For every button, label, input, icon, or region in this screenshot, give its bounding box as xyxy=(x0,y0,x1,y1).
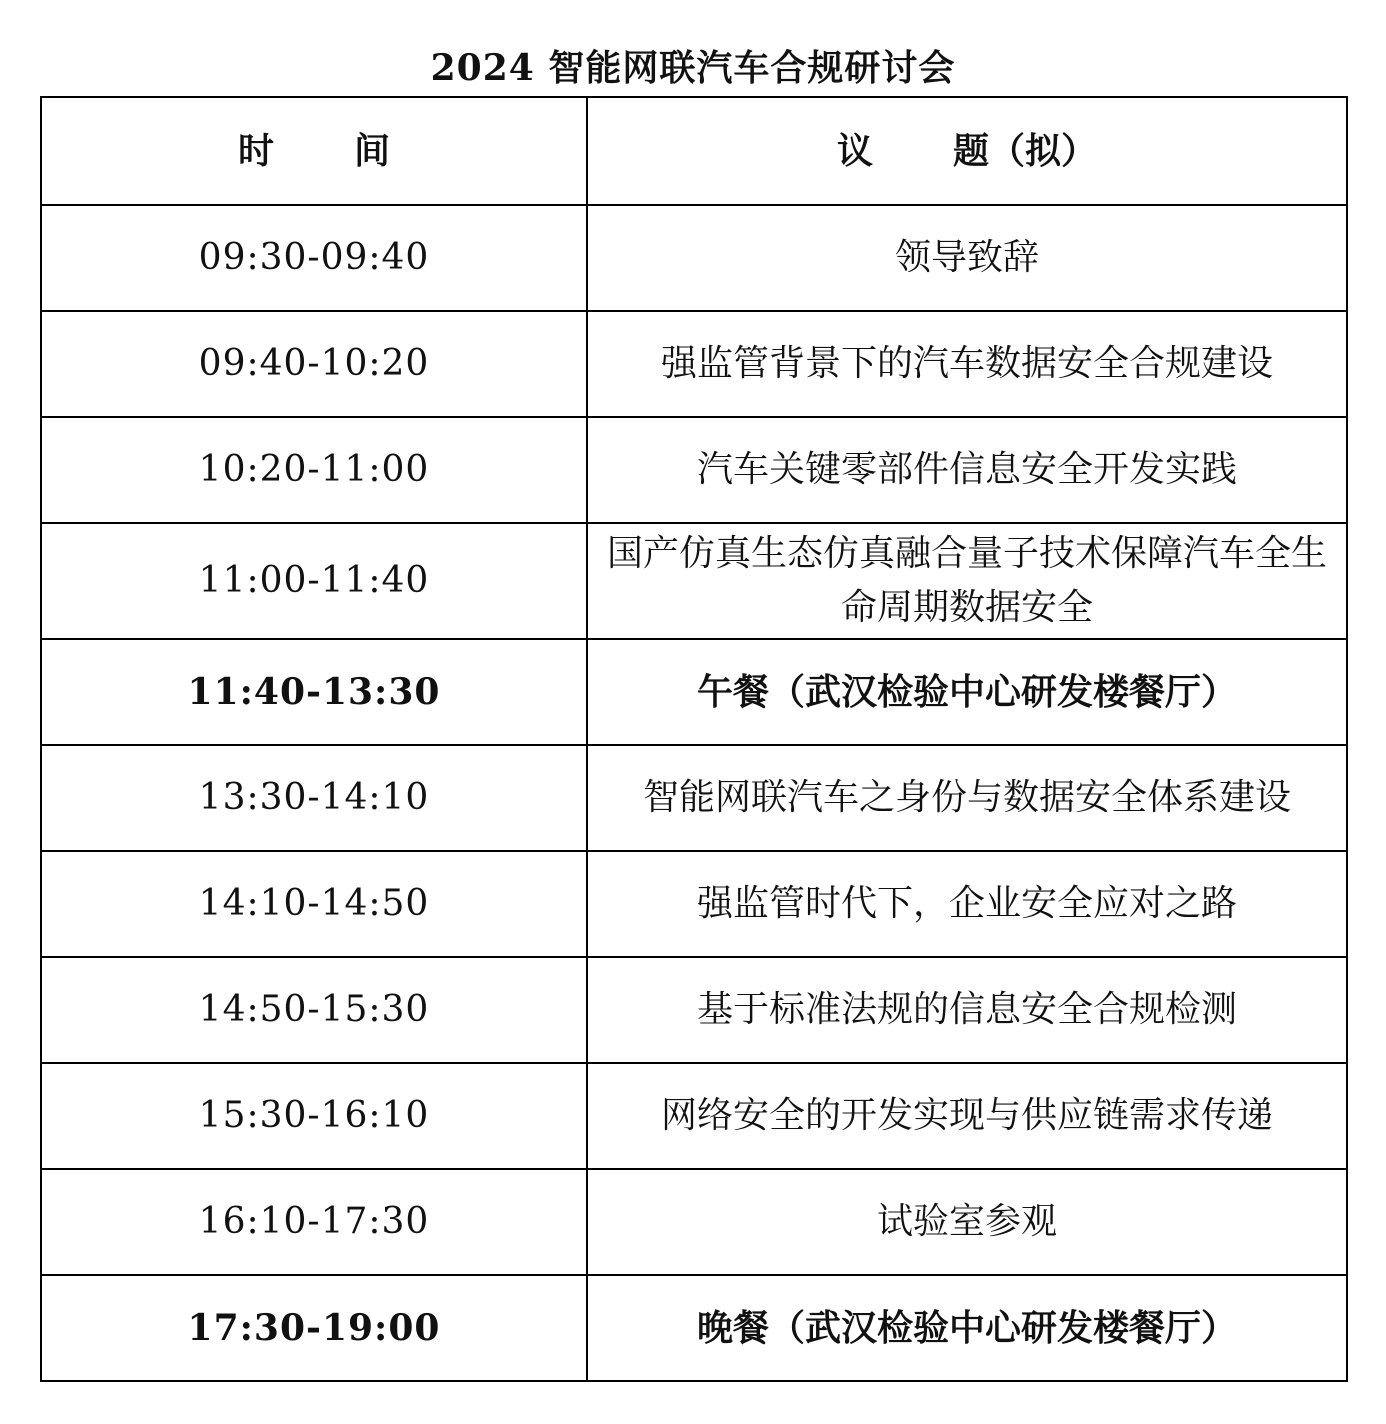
column-header-topic-char-1: 议 xyxy=(836,130,873,172)
table-row xyxy=(41,745,1347,851)
table-row xyxy=(41,1063,1347,1169)
time-cell: 09:30-09:40 xyxy=(41,205,587,311)
topic-cell: 网络安全的开发实现与供应链需求传递 xyxy=(587,1063,1347,1169)
topic-cell: 午餐（武汉检验中心研发楼餐厅） xyxy=(587,639,1347,745)
page-title: 2024 智能网联汽车合规研讨会 xyxy=(430,47,956,89)
topic-cell: 强监管时代下，企业安全应对之路 xyxy=(587,851,1347,957)
table-row xyxy=(41,523,1347,639)
topic-cell: 试验室参观 xyxy=(587,1169,1347,1275)
time-cell: 14:10-14:50 xyxy=(41,851,587,957)
topic-cell: 汽车关键零部件信息安全开发实践 xyxy=(587,417,1347,523)
topic-cell: 晚餐（武汉检验中心研发楼餐厅） xyxy=(587,1275,1347,1381)
time-cell: 11:40-13:30 xyxy=(41,639,587,745)
table-row xyxy=(41,205,1347,311)
table-row xyxy=(41,851,1347,957)
column-header-topic-rest: 题（拟） xyxy=(953,130,1098,172)
table-row xyxy=(41,957,1347,1063)
column-header-time-char-2: 间 xyxy=(354,130,391,172)
time-cell: 09:40-10:20 xyxy=(41,311,587,417)
table-header-row xyxy=(41,97,1347,205)
time-cell: 15:30-16:10 xyxy=(41,1063,587,1169)
time-cell: 14:50-15:30 xyxy=(41,957,587,1063)
time-cell: 17:30-19:00 xyxy=(41,1275,587,1381)
time-cell: 13:30-14:10 xyxy=(41,745,587,851)
topic-cell: 智能网联汽车之身份与数据安全体系建设 xyxy=(587,745,1347,851)
table-row xyxy=(41,1169,1347,1275)
time-cell: 10:20-11:00 xyxy=(41,417,587,523)
table-row-dinner xyxy=(41,1275,1347,1381)
table-row-lunch xyxy=(41,639,1347,745)
time-cell: 11:00-11:40 xyxy=(41,523,587,639)
column-header-time-char-1: 时 xyxy=(237,130,274,172)
topic-cell: 强监管背景下的汽车数据安全合规建设 xyxy=(587,311,1347,417)
column-header-topic xyxy=(587,97,1347,205)
column-header-time xyxy=(41,97,587,205)
agenda-table xyxy=(40,96,1348,1382)
time-cell: 16:10-17:30 xyxy=(41,1169,587,1275)
table-row xyxy=(41,311,1347,417)
topic-cell: 领导致辞 xyxy=(587,205,1347,311)
table-row xyxy=(41,417,1347,523)
topic-cell: 国产仿真生态仿真融合量子技术保障汽车全生命周期数据安全 xyxy=(587,523,1347,639)
topic-cell: 基于标准法规的信息安全合规检测 xyxy=(587,957,1347,1063)
